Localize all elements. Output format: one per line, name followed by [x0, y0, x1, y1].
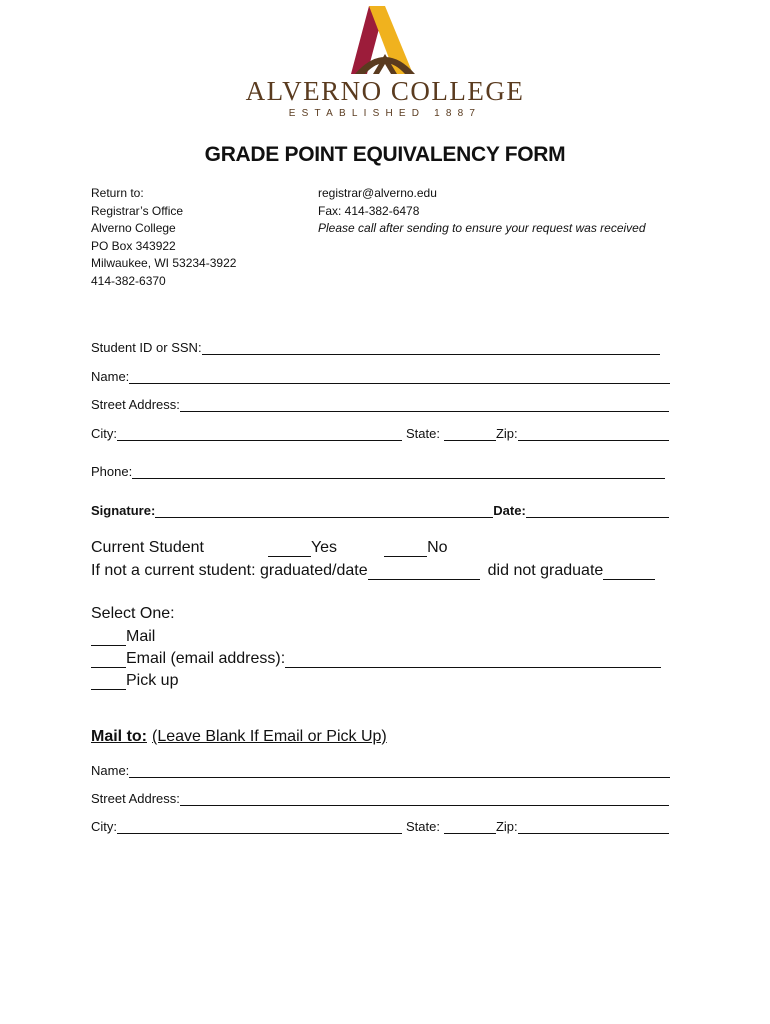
name-line[interactable] — [129, 370, 670, 384]
email-option-line[interactable] — [91, 652, 126, 668]
mail-to-note: (Leave Blank If Email or Pick Up) — [152, 728, 387, 745]
yes-label: Yes — [310, 539, 338, 556]
mail-state-line[interactable] — [444, 820, 496, 834]
signature-line[interactable] — [155, 504, 493, 518]
current-student-row — [91, 539, 448, 557]
return-address — [91, 185, 236, 290]
contact-email: registrar@alverno.edu — [318, 186, 437, 200]
mail-street-field — [91, 788, 669, 806]
graduation-row — [91, 562, 655, 580]
mail-to-heading — [91, 728, 387, 746]
mail-name-field — [91, 760, 670, 778]
contact-fax: Fax: 414-382-6478 — [318, 203, 420, 218]
contact-info — [318, 185, 646, 238]
mail-zip-label: Zip: — [495, 819, 518, 834]
zip-line[interactable] — [518, 427, 669, 441]
city-line[interactable] — [117, 427, 402, 441]
return-po-box: PO Box 343922 — [91, 238, 176, 253]
return-office: Registrar’s Office — [91, 203, 184, 218]
student-id-line[interactable] — [202, 341, 660, 355]
current-student-label: Current Student — [91, 539, 204, 556]
phone-label: Phone: — [91, 464, 133, 479]
signature-date-field — [91, 500, 669, 518]
mail-city-line[interactable] — [117, 820, 402, 834]
name-label: Name: — [91, 369, 130, 384]
select-one-label: Select One: — [91, 605, 175, 622]
student-id-field — [91, 337, 660, 355]
did-not-graduate-line[interactable] — [603, 564, 655, 580]
no-label: No — [427, 539, 448, 556]
mail-to-label: Mail to: — [91, 728, 147, 745]
phone-field — [91, 461, 665, 479]
street-label: Street Address: — [91, 397, 180, 412]
date-label: Date: — [493, 503, 526, 518]
mail-zip-line[interactable] — [518, 820, 669, 834]
yes-line[interactable] — [268, 541, 311, 557]
state-line[interactable] — [444, 427, 496, 441]
email-option-row — [91, 650, 661, 668]
student-id-label: Student ID or SSN: — [91, 340, 202, 355]
select-one-heading — [91, 605, 175, 623]
street-field — [91, 394, 669, 412]
pickup-option-row — [91, 672, 178, 690]
email-address-line[interactable] — [285, 652, 661, 668]
pickup-option-label: Pick up — [126, 672, 179, 689]
mail-state-label: State: — [406, 819, 440, 834]
street-line[interactable] — [180, 398, 669, 412]
mail-option-line[interactable] — [91, 630, 126, 646]
city-state-zip-field — [91, 423, 669, 441]
mail-city-label: City: — [91, 819, 117, 834]
college-logo — [0, 6, 770, 122]
not-current-label: If not a current student: graduated/date — [91, 562, 368, 579]
zip-label: Zip: — [495, 426, 518, 441]
phone-line[interactable] — [132, 465, 665, 479]
established-line: ESTABLISHED 1887 — [288, 108, 482, 119]
email-option-label: Email (email address): — [126, 650, 286, 667]
alverno-logo-icon — [345, 6, 425, 74]
contact-note: Please call after sending to ensure your request was received — [318, 221, 646, 235]
mail-street-line[interactable] — [180, 792, 669, 806]
mail-name-label: Name: — [91, 763, 130, 778]
signature-label: Signature: — [91, 503, 156, 518]
return-phone: 414-382-6370 — [91, 273, 166, 288]
date-line[interactable] — [526, 504, 669, 518]
return-college: Alverno College — [91, 221, 176, 235]
mail-option-label: Mail — [126, 628, 156, 645]
college-name: ALVERNO COLLEGE — [245, 76, 525, 106]
name-field — [91, 366, 670, 384]
graduated-date-line[interactable] — [368, 564, 480, 580]
pickup-option-line[interactable] — [91, 674, 126, 690]
return-to-label: Return to: — [91, 186, 144, 200]
return-city: Milwaukee, WI 53234-3922 — [91, 256, 237, 270]
did-not-graduate-label: did not graduate — [487, 562, 604, 579]
mail-option-row — [91, 628, 155, 646]
form-title: GRADE POINT EQUIVALENCY FORM — [204, 143, 566, 166]
city-label: City: — [91, 426, 117, 441]
mail-city-state-zip-field — [91, 816, 669, 834]
mail-name-line[interactable] — [129, 764, 670, 778]
mail-street-label: Street Address: — [91, 791, 180, 806]
no-line[interactable] — [384, 541, 427, 557]
state-label: State: — [406, 426, 440, 441]
